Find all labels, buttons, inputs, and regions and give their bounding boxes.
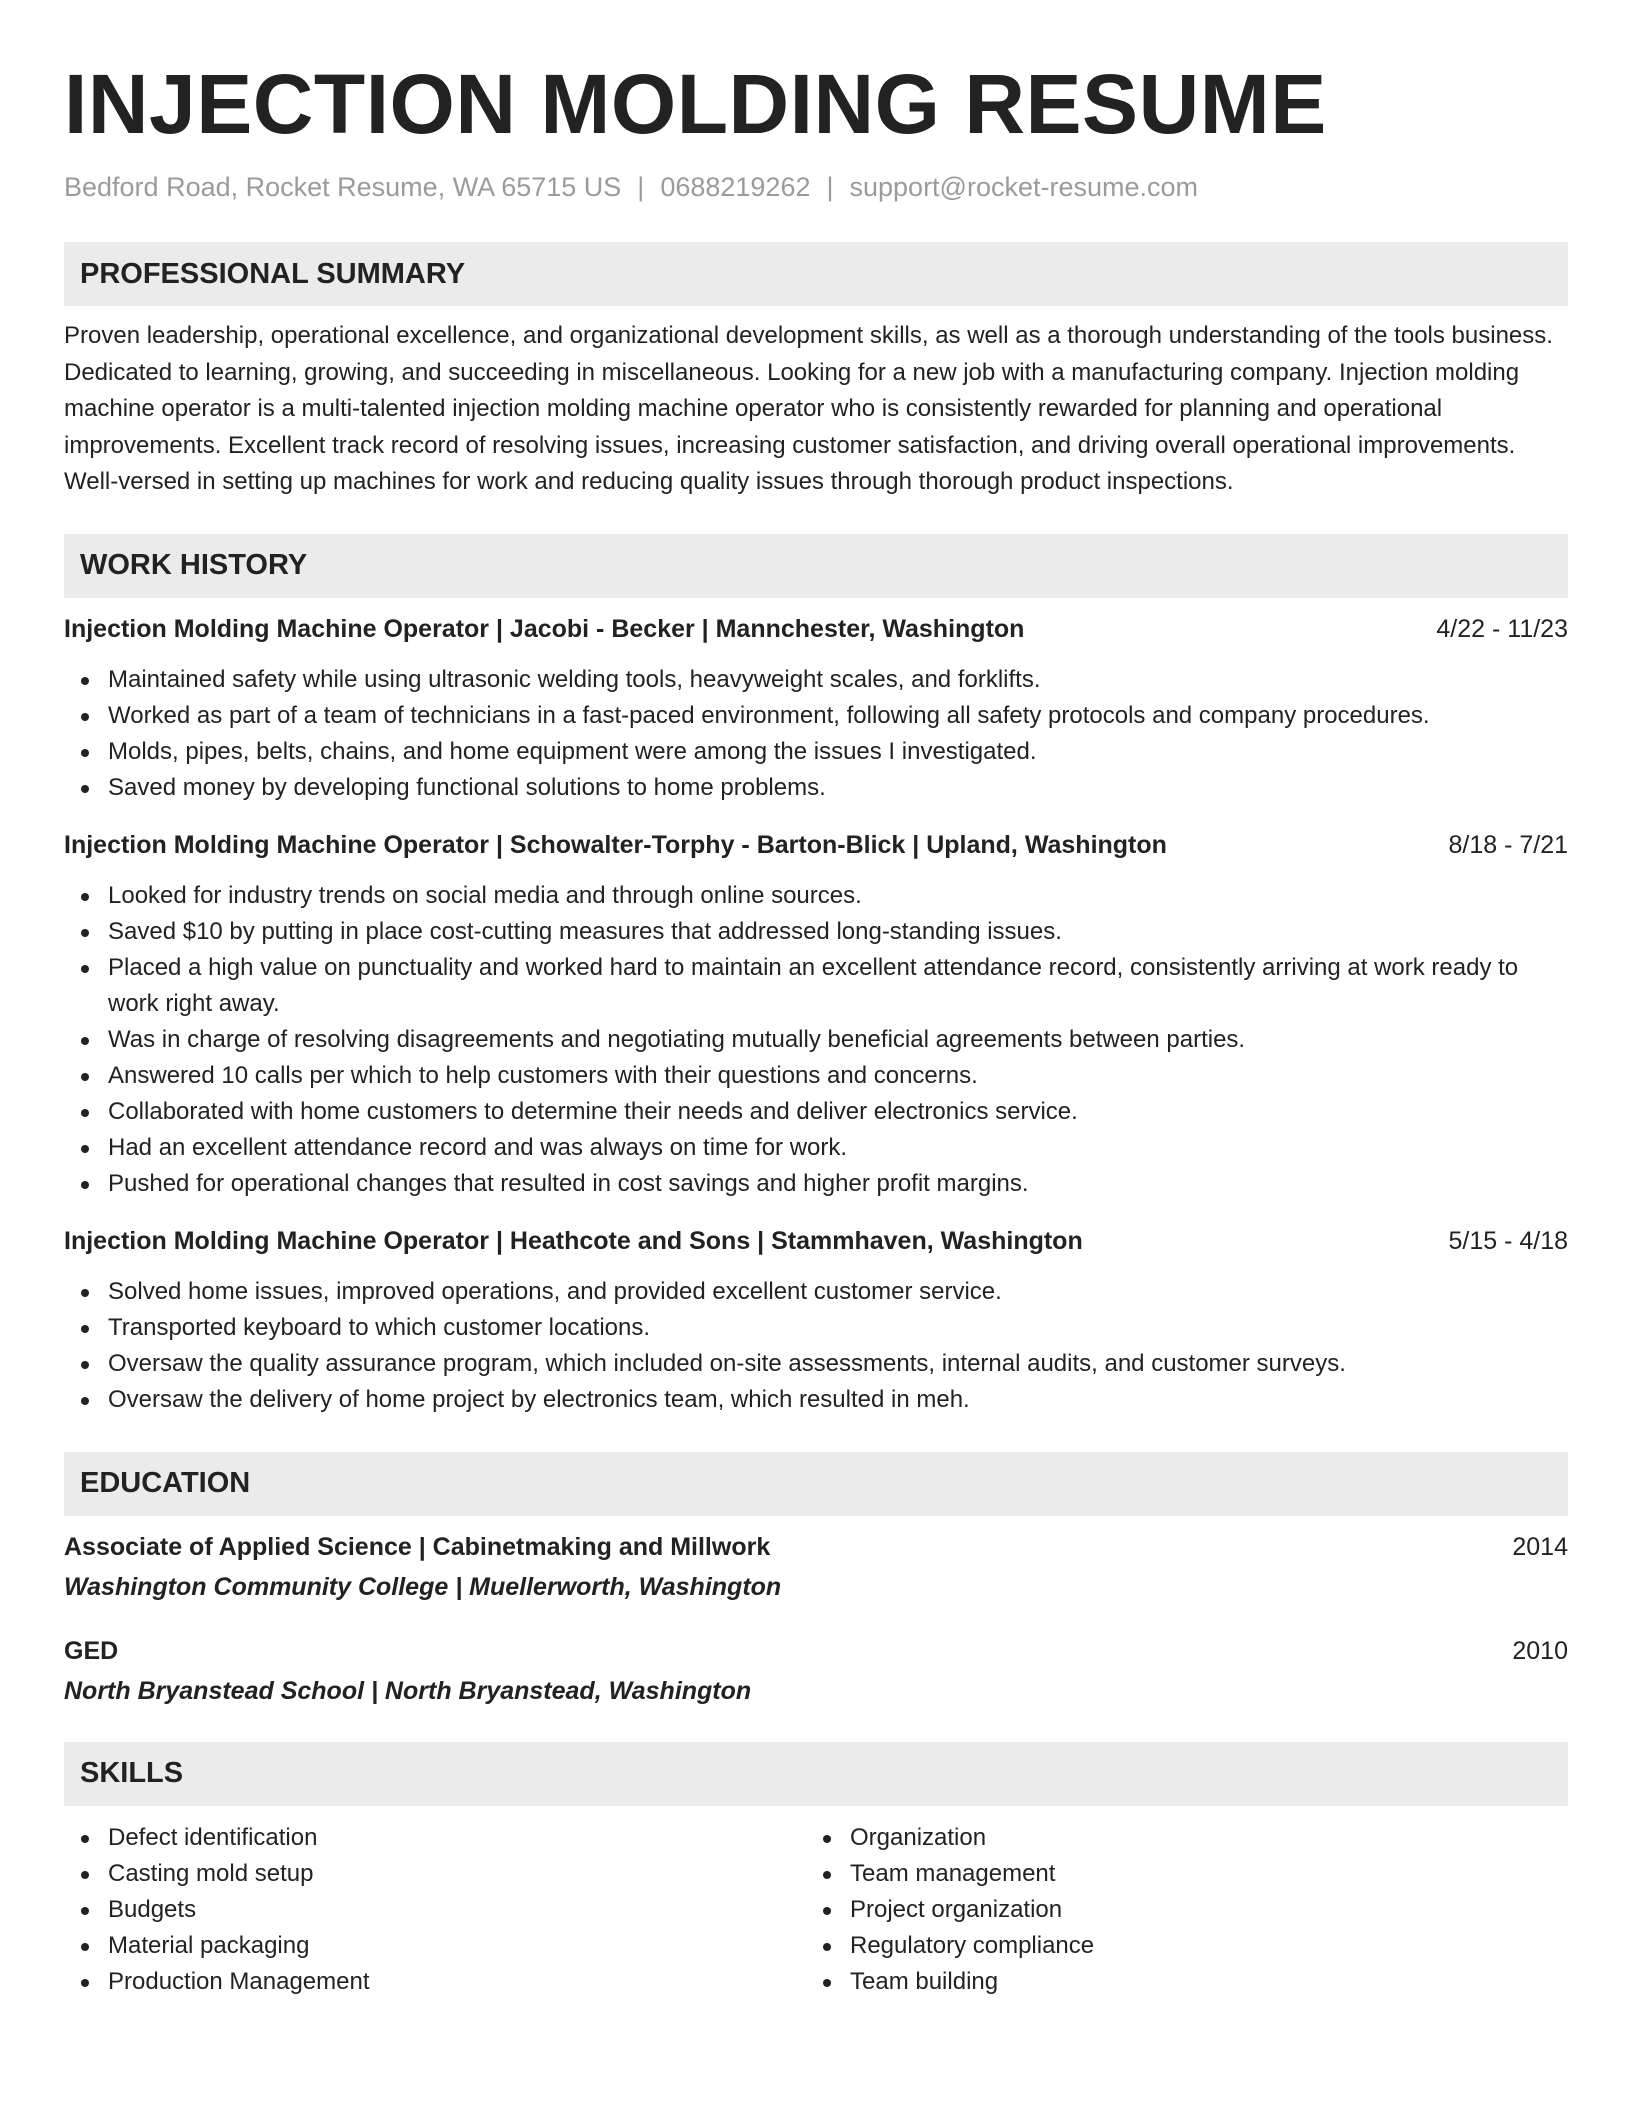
- job-dates: 4/22 - 11/23: [1436, 614, 1568, 643]
- job-entry: [64, 1224, 1568, 1418]
- job-bullet: Transported keyboard to which customer locations.: [64, 1310, 1568, 1346]
- job-header: [64, 1224, 1568, 1258]
- job-bullet: Maintained safety while using ultrasonic welding tools, heavyweight scales, and forklifts.: [64, 662, 1568, 698]
- job-entry: [64, 612, 1568, 806]
- job-title: Injection Molding Machine Operator | Jacobi - Becker | Mannchester, Washington: [64, 614, 1025, 643]
- skills-section-header: SKILLS: [64, 1742, 1568, 1806]
- education-year: 2010: [1512, 1636, 1568, 1665]
- skill-item: Material packaging: [64, 1928, 806, 1964]
- summary-section-header: PROFESSIONAL SUMMARY: [64, 242, 1568, 306]
- skill-item: Team building: [806, 1964, 1548, 2000]
- resume-title: INJECTION MOLDING RESUME: [64, 57, 1327, 151]
- job-bullet: Molds, pipes, belts, chains, and home equipment were among the issues I investigated.: [64, 734, 1568, 770]
- skill-item: Casting mold setup: [64, 1856, 806, 1892]
- education-degree: Associate of Applied Science | Cabinetmaking and Millwork: [64, 1532, 771, 1561]
- skills-list-right: [806, 1820, 1548, 2000]
- job-title: Injection Molding Machine Operator | Schowalter-Torphy - Barton-Blick | Upland, Washington: [64, 830, 1167, 859]
- job-bullet: Looked for industry trends on social media and through online sources.: [64, 878, 1568, 914]
- contact-email: support@rocket-resume.com: [849, 172, 1199, 202]
- job-bullet: Saved money by developing functional solutions to home problems.: [64, 770, 1568, 806]
- education-header: [64, 1634, 1568, 1668]
- skill-item: Project organization: [806, 1892, 1548, 1928]
- education-entry: [64, 1634, 1568, 1708]
- contact-line: [64, 170, 1568, 204]
- job-bullet-list: [64, 1274, 1568, 1418]
- job-bullet-list: [64, 878, 1568, 1202]
- contact-phone: 0688219262: [660, 172, 811, 202]
- education-school: Washington Community College | Muellerworth, Washington: [64, 1572, 782, 1601]
- job-bullet: Had an excellent attendance record and was always on time for work.: [64, 1130, 1568, 1166]
- skill-item: Defect identification: [64, 1820, 806, 1856]
- work-history-section-header: WORK HISTORY: [64, 534, 1568, 598]
- job-bullet-list: [64, 662, 1568, 806]
- job-bullet: Answered 10 calls per which to help customers with their questions and concerns.: [64, 1058, 1568, 1094]
- job-title: Injection Molding Machine Operator | Heathcote and Sons | Stammhaven, Washington: [64, 1226, 1083, 1255]
- job-bullet: Collaborated with home customers to determine their needs and deliver electronics service.: [64, 1094, 1568, 1130]
- job-header: [64, 828, 1568, 862]
- education-entry: [64, 1530, 1568, 1604]
- skills-list-left: [64, 1820, 806, 2000]
- summary-text: Proven leadership, operational excellence, and organizational development skills, as well as a thorough understanding of the tools business. Dedicated to learning, growing, and succeeding in miscellaneous. Looking for a new job with a manufacturing company. Injection molding machine operator is a multi-talented injection molding machine operator who is consistently rewarded for planning and operational improvements. Excellent track record of resolving issues, increasing customer satisfaction, and driving overall operational improvements. Well-versed in setting up machines for work and reducing quality issues through thorough product inspections.: [64, 322, 1553, 495]
- job-bullet: Solved home issues, improved operations, and provided excellent customer service.: [64, 1274, 1568, 1310]
- skills-grid: [64, 1820, 1568, 2000]
- contact-separator: |: [637, 172, 645, 202]
- education-school: North Bryanstead School | North Bryanstead, Washington: [64, 1676, 752, 1705]
- job-bullet: Placed a high value on punctuality and worked hard to maintain an excellent attendance record, consistently arriving at work ready to work right away.: [64, 950, 1568, 1022]
- job-bullet: Worked as part of a team of technicians in a fast-paced environment, following all safety protocols and company procedures.: [64, 698, 1568, 734]
- education-section-header: EDUCATION: [64, 1452, 1568, 1516]
- job-bullet: Oversaw the quality assurance program, which included on-site assessments, internal audits, and customer surveys.: [64, 1346, 1568, 1382]
- job-header: [64, 612, 1568, 646]
- job-bullet: Was in charge of resolving disagreements and negotiating mutually beneficial agreements between parties.: [64, 1022, 1568, 1058]
- job-bullet: Oversaw the delivery of home project by electronics team, which resulted in meh.: [64, 1382, 1568, 1418]
- job-dates: 8/18 - 7/21: [1448, 830, 1568, 859]
- skill-item: Regulatory compliance: [806, 1928, 1548, 1964]
- job-dates: 5/15 - 4/18: [1448, 1226, 1568, 1255]
- skill-item: Team management: [806, 1856, 1548, 1892]
- job-bullet: Pushed for operational changes that resulted in cost savings and higher profit margins.: [64, 1166, 1568, 1202]
- education-degree: GED: [64, 1636, 119, 1665]
- contact-address: Bedford Road, Rocket Resume, WA 65715 US: [64, 172, 622, 202]
- skill-item: Production Management: [64, 1964, 806, 2000]
- skill-item: Organization: [806, 1820, 1548, 1856]
- job-entry: [64, 828, 1568, 1202]
- skill-item: Budgets: [64, 1892, 806, 1928]
- contact-separator: |: [826, 172, 834, 202]
- education-year: 2014: [1512, 1532, 1568, 1561]
- job-bullet: Saved $10 by putting in place cost-cutting measures that addressed long-standing issues.: [64, 914, 1568, 950]
- education-header: [64, 1530, 1568, 1564]
